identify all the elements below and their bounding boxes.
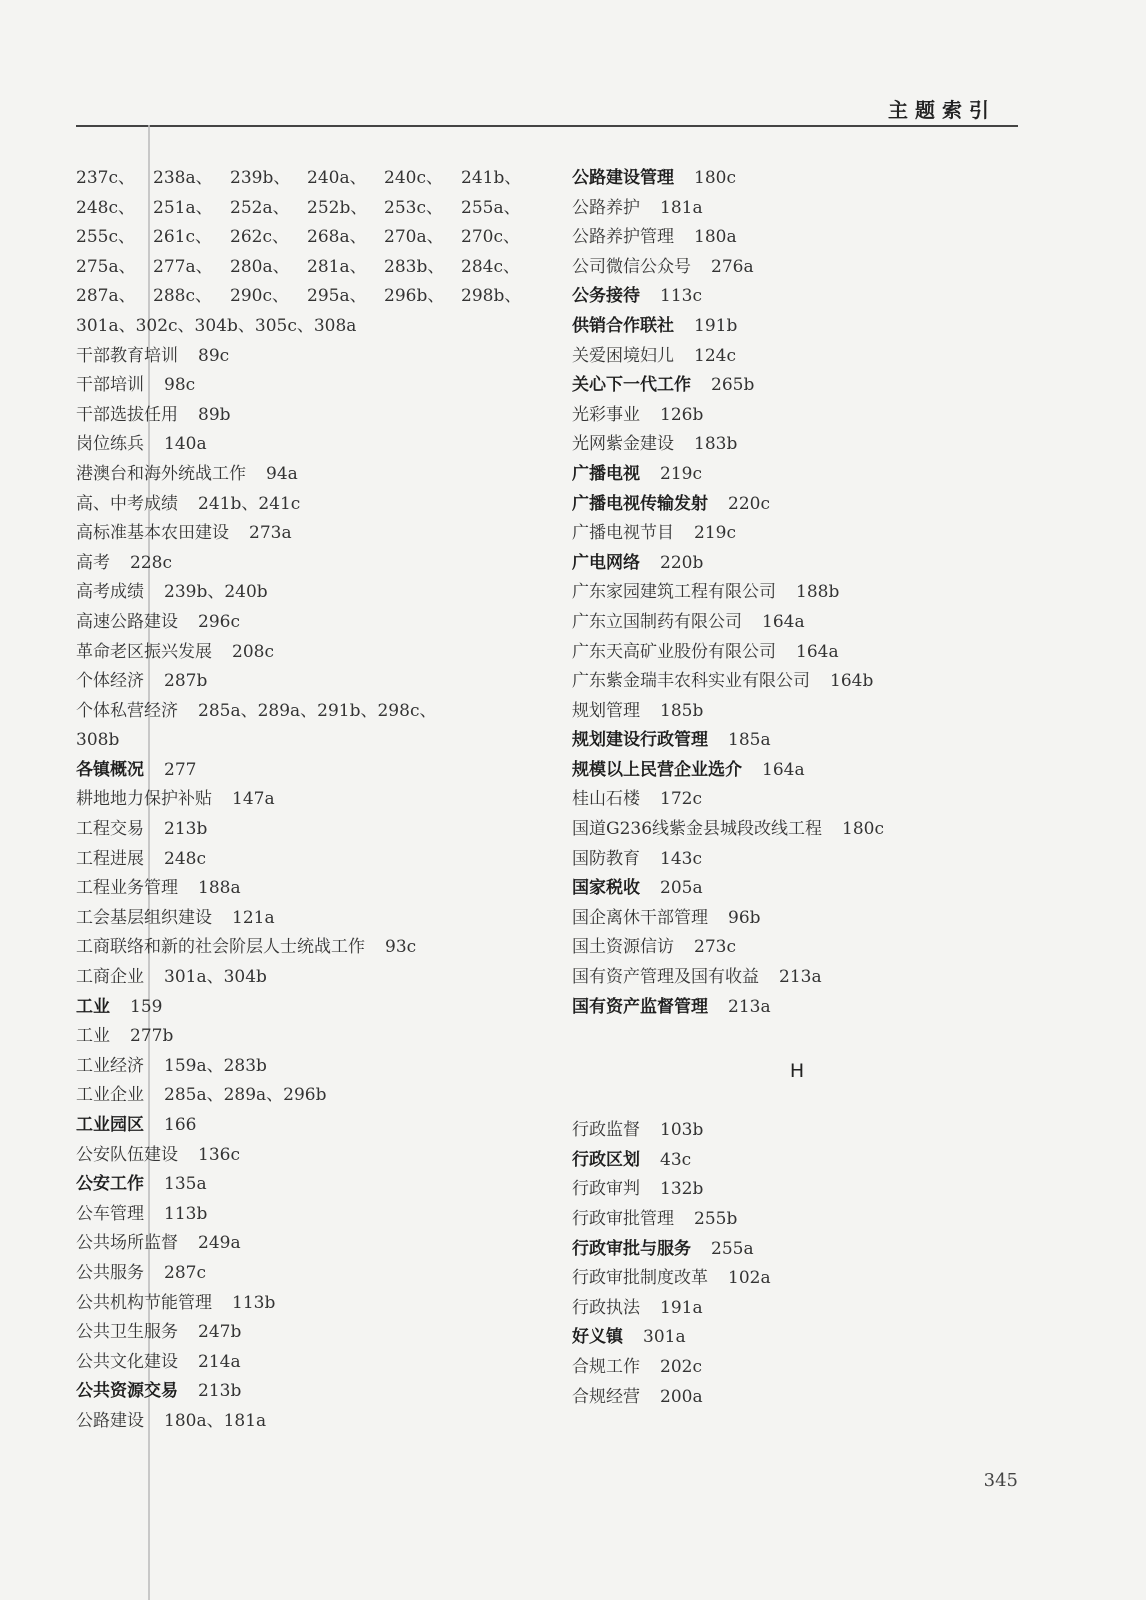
- index-term: 港澳台和海外统战工作: [76, 463, 246, 484]
- index-page-ref: 113b: [232, 1292, 276, 1313]
- index-page-ref: 220c: [728, 493, 770, 514]
- index-page-ref: 140a: [164, 434, 207, 455]
- index-entry: [572, 194, 1042, 224]
- index-term: 广东家园建筑工程有限公司: [572, 582, 776, 603]
- continued-page-ref: 240c、: [384, 168, 443, 188]
- index-term: 高标准基本农田建设: [76, 523, 229, 544]
- index-page-ref: 219c: [694, 523, 736, 544]
- index-page-ref: 143c: [660, 848, 702, 869]
- index-page-ref: 180c: [694, 168, 736, 188]
- index-page-ref: 164a: [762, 611, 805, 632]
- index-page-ref: 166: [164, 1115, 197, 1135]
- index-term: 广东天高矿业股份有限公司: [572, 641, 776, 662]
- continued-page-ref: 252b、: [307, 197, 368, 218]
- index-page-ref: 113b: [164, 1203, 208, 1224]
- continued-page-ref: 237c、: [76, 168, 135, 188]
- index-term: 规模以上民营企业选介: [572, 759, 742, 780]
- index-term: 桂山石楼: [572, 789, 640, 810]
- index-term: 行政监督: [572, 1120, 640, 1141]
- index-term: 公路建设: [76, 1410, 144, 1431]
- index-entry: [76, 1081, 546, 1111]
- continued-page-ref: 277a、: [153, 256, 213, 277]
- index-page-ref: 301a: [643, 1327, 686, 1348]
- index-term: 公共资源交易: [76, 1381, 178, 1402]
- index-term: 公安工作: [76, 1174, 144, 1195]
- index-entry: [76, 1022, 546, 1052]
- index-entry: [76, 1052, 546, 1082]
- index-term: 行政执法: [572, 1297, 640, 1318]
- index-term: 工商企业: [76, 967, 144, 988]
- index-entry: [572, 401, 1042, 431]
- index-term: 广东紫金瑞丰农科实业有限公司: [572, 671, 810, 692]
- index-term: 干部教育培训: [76, 345, 178, 366]
- index-entry: [572, 667, 1042, 697]
- right-entry-list: [572, 164, 1042, 1022]
- index-entry: [572, 549, 1042, 579]
- index-term: 个体私营经济: [76, 700, 178, 721]
- index-term: 合规工作: [572, 1356, 640, 1377]
- index-entry: [76, 1407, 546, 1437]
- continued-page-ref: 270a、: [384, 227, 444, 248]
- index-term: 公车管理: [76, 1203, 144, 1224]
- index-entry: [76, 697, 546, 727]
- index-page-ref: 180c: [842, 819, 884, 840]
- index-entry: [76, 1348, 546, 1378]
- index-entry: [76, 1200, 546, 1230]
- continued-page-ref: 283b、: [384, 256, 445, 277]
- index-term: 公共卫生服务: [76, 1322, 178, 1343]
- index-entry: [572, 223, 1042, 253]
- index-entry: [76, 845, 546, 875]
- continued-page-ref: 268a、: [307, 227, 367, 248]
- index-entry: [76, 1111, 546, 1141]
- continued-page-ref: 252a、: [230, 197, 290, 218]
- index-entry: [572, 993, 1042, 1023]
- index-term: 广播电视传输发射: [572, 493, 708, 514]
- index-entry: [572, 726, 1042, 756]
- index-page-ref: 96b: [728, 907, 761, 928]
- index-page-ref: 213a: [779, 967, 822, 988]
- continued-page-ref: 288c、: [153, 286, 212, 307]
- continued-page-ref: 251a、: [153, 197, 213, 218]
- index-entry: [76, 756, 546, 786]
- index-entry: [76, 963, 546, 993]
- index-term: 关爱困境妇儿: [572, 345, 674, 366]
- index-page-ref: 185a: [728, 730, 771, 751]
- index-term: 国家税收: [572, 878, 640, 899]
- index-term: 工业: [76, 996, 110, 1017]
- index-entry: [76, 1141, 546, 1171]
- index-entry: [572, 933, 1042, 963]
- continued-page-ref: 248c、: [76, 197, 135, 218]
- index-entry: [572, 164, 1042, 194]
- index-page-ref: 239b、240b: [164, 582, 268, 603]
- index-term: 公安队伍建设: [76, 1144, 178, 1165]
- continued-page-ref: 287a、: [76, 286, 136, 307]
- continued-page-ref: 280a、: [230, 256, 290, 277]
- index-term: 公司微信公众号: [572, 256, 691, 277]
- index-page-ref: 102a: [728, 1268, 771, 1289]
- index-entry: [572, 1383, 1042, 1413]
- index-entry: [572, 1235, 1042, 1265]
- running-header-title: 主题索引: [888, 98, 996, 122]
- index-page-ref: 164b: [830, 671, 874, 692]
- index-page-ref: 277b: [130, 1026, 174, 1047]
- index-term: 干部培训: [76, 375, 144, 396]
- index-page-ref: 213a: [728, 996, 771, 1017]
- index-entry: [572, 1175, 1042, 1205]
- index-term: 广电网络: [572, 552, 640, 573]
- index-page-ref: 185b: [660, 700, 704, 721]
- index-page-ref: 255a: [711, 1238, 754, 1259]
- index-page-ref: 248c: [164, 848, 206, 869]
- index-page-ref: 164a: [762, 759, 805, 780]
- left-entry-list: [76, 342, 546, 1437]
- index-page-ref: 188a: [198, 878, 241, 899]
- index-term: 工业企业: [76, 1085, 144, 1106]
- index-term: 光彩事业: [572, 404, 640, 425]
- index-term: 公共文化建设: [76, 1351, 178, 1372]
- index-entry: [76, 1377, 546, 1407]
- header-rule: [76, 125, 1018, 127]
- index-entry: [572, 253, 1042, 283]
- index-page-ref: 287b: [164, 671, 208, 692]
- index-page-ref: 241b、241c: [198, 493, 301, 514]
- index-entry: [572, 1205, 1042, 1235]
- index-page-ref: 98c: [164, 375, 196, 396]
- index-entry: [572, 756, 1042, 786]
- index-term: 关心下一代工作: [572, 375, 691, 396]
- index-term: 行政区划: [572, 1149, 640, 1170]
- index-entry: [76, 904, 546, 934]
- index-entry: [572, 1294, 1042, 1324]
- index-page-ref: 183b: [694, 434, 738, 455]
- right-entry-list-h: [572, 1116, 1042, 1412]
- index-term: 工业园区: [76, 1115, 144, 1135]
- index-page-ref: 132b: [660, 1179, 704, 1200]
- index-entry: [572, 282, 1042, 312]
- index-term: 公务接待: [572, 286, 640, 307]
- index-page-ref: 208c: [232, 641, 274, 662]
- continued-page-ref: 253c、: [384, 197, 443, 218]
- page-number: 345: [983, 1470, 1018, 1491]
- index-page-ref: 301a、304b: [164, 967, 267, 988]
- index-entry: [572, 638, 1042, 668]
- index-entry: [572, 963, 1042, 993]
- index-entry: [572, 578, 1042, 608]
- index-term: 公共服务: [76, 1262, 144, 1283]
- index-term: 供销合作联社: [572, 315, 674, 336]
- index-page-ref: 277: [164, 759, 197, 780]
- index-page-ref: 188b: [796, 582, 840, 603]
- index-term: 合规经营: [572, 1386, 640, 1407]
- index-entry: [76, 815, 546, 845]
- index-page-ref: 247b: [198, 1322, 242, 1343]
- index-page-ref: 285a、289a、296b: [164, 1085, 327, 1106]
- continued-page-ref: 275a、: [76, 256, 136, 277]
- index-term: 公路养护管理: [572, 227, 674, 248]
- index-entry: [76, 519, 546, 549]
- index-term: 耕地地力保护补贴: [76, 789, 212, 810]
- index-entry: [572, 815, 1042, 845]
- index-page-ref: 103b: [660, 1120, 704, 1141]
- continued-page-ref: 296b、: [384, 286, 445, 307]
- left-index-column: [76, 164, 546, 1437]
- index-page-ref: 191a: [660, 1297, 703, 1318]
- index-term: 广播电视节目: [572, 523, 674, 544]
- index-entry: [572, 1116, 1042, 1146]
- index-page-ref: 255b: [694, 1209, 738, 1229]
- index-entry: [76, 1229, 546, 1259]
- index-page-ref: 285a、289a、291b、298c、: [198, 700, 437, 721]
- index-term: 国有资产监督管理: [572, 996, 708, 1017]
- index-entry: [572, 904, 1042, 934]
- index-term: 个体经济: [76, 671, 144, 692]
- continued-page-ref: 240a、: [307, 168, 367, 188]
- index-term: 公共机构节能管理: [76, 1292, 212, 1313]
- index-entry: [76, 1318, 546, 1348]
- index-page-ref: 202c: [660, 1356, 702, 1377]
- index-term: 革命老区振兴发展: [76, 641, 212, 662]
- continued-page-ref: 261c、: [153, 227, 212, 248]
- index-entry: [76, 933, 546, 963]
- index-page-ref: 220b: [660, 552, 704, 573]
- index-term: 行政审批制度改革: [572, 1268, 708, 1289]
- index-term: 高速公路建设: [76, 611, 178, 632]
- continued-page-ref: 270c、: [461, 227, 520, 248]
- index-entry: [572, 342, 1042, 372]
- index-entry: [572, 785, 1042, 815]
- index-entry: [572, 371, 1042, 401]
- index-term: 国道G236线紫金县城段改线工程: [572, 819, 823, 840]
- index-entry: [76, 874, 546, 904]
- index-page-ref: 94a: [266, 463, 298, 484]
- continued-page-ref: 298b、: [461, 286, 522, 307]
- index-entry: [76, 993, 546, 1023]
- index-entry: [76, 430, 546, 460]
- index-term: 规划建设行政管理: [572, 730, 708, 751]
- index-term: 工商联络和新的社会阶层人士统战工作: [76, 937, 365, 958]
- index-entry: [572, 430, 1042, 460]
- continued-page-ref: 238a、: [153, 168, 213, 188]
- index-entry: [76, 460, 546, 490]
- index-term: 工程交易: [76, 819, 144, 840]
- index-page-ref: 159: [130, 996, 163, 1017]
- index-term: 好义镇: [572, 1327, 623, 1348]
- index-term: 规划管理: [572, 700, 640, 721]
- index-page-ref: 180a、181a: [164, 1410, 267, 1431]
- index-term: 高考: [76, 552, 110, 573]
- index-entry: [76, 578, 546, 608]
- index-page-ref: 43c: [660, 1149, 692, 1170]
- index-page-ref: 147a: [232, 789, 275, 810]
- index-page-ref: 296c: [198, 611, 240, 632]
- continued-page-ref: 262c、: [230, 227, 289, 248]
- index-entry: [76, 726, 546, 756]
- index-page-ref: 113c: [660, 286, 702, 307]
- index-term: 行政审批管理: [572, 1209, 674, 1229]
- index-page-ref: 287c: [164, 1262, 206, 1283]
- index-term: 行政审判: [572, 1179, 640, 1200]
- index-entry: [572, 490, 1042, 520]
- index-page-ref: 200a: [660, 1386, 703, 1407]
- index-entry: [76, 401, 546, 431]
- index-term: 光网紫金建设: [572, 434, 674, 455]
- continued-page-refs: [76, 164, 546, 312]
- index-term: 国防教育: [572, 848, 640, 869]
- index-page-ref: 213b: [164, 819, 208, 840]
- index-entry: [76, 785, 546, 815]
- continued-page-ref: 241b、: [461, 168, 522, 188]
- continued-page-ref: 239b、: [230, 168, 291, 188]
- index-entry: [76, 667, 546, 697]
- index-page-ref: 213b: [198, 1381, 242, 1402]
- index-term: 各镇概况: [76, 759, 144, 780]
- index-entry: [76, 371, 546, 401]
- index-entry: [76, 638, 546, 668]
- index-term: 工程业务管理: [76, 878, 178, 899]
- index-term: 国企离休干部管理: [572, 907, 708, 928]
- index-entry: [572, 608, 1042, 638]
- index-page-ref: 205a: [660, 878, 703, 899]
- continued-page-ref: 281a、: [307, 256, 367, 277]
- index-entry: [572, 519, 1042, 549]
- continued-page-ref: 284c、: [461, 256, 520, 277]
- index-page-ref: 191b: [694, 315, 738, 336]
- index-entry: [572, 460, 1042, 490]
- index-page-ref: 126b: [660, 404, 704, 425]
- index-entry: [572, 1353, 1042, 1383]
- index-term: 广东立国制药有限公司: [572, 611, 742, 632]
- index-entry: [572, 312, 1042, 342]
- continued-page-ref: 295a、: [307, 286, 367, 307]
- index-page-ref: 136c: [198, 1144, 240, 1165]
- index-page-ref: 273a: [249, 523, 292, 544]
- index-term: 工会基层组织建设: [76, 907, 212, 928]
- index-term: 高、中考成绩: [76, 493, 178, 514]
- index-term: 308b: [76, 730, 120, 751]
- index-entry: [76, 1259, 546, 1289]
- index-entry: [572, 1146, 1042, 1176]
- index-term: 公路建设管理: [572, 168, 674, 188]
- index-term: 行政审批与服务: [572, 1238, 691, 1259]
- index-page-ref: 164a: [796, 641, 839, 662]
- right-index-column: [572, 164, 1042, 1412]
- continued-page-ref: 290c、: [230, 286, 289, 307]
- index-page-ref: 180a: [694, 227, 737, 248]
- index-entry: [572, 845, 1042, 875]
- index-entry: [572, 874, 1042, 904]
- index-entry: [76, 608, 546, 638]
- index-page-ref: 181a: [660, 197, 703, 218]
- index-term: 工程进展: [76, 848, 144, 869]
- index-page-ref: 265b: [711, 375, 755, 396]
- index-term: 岗位练兵: [76, 434, 144, 455]
- index-entry: [76, 1289, 546, 1319]
- index-page-ref: 121a: [232, 907, 275, 928]
- index-page-ref: 214a: [198, 1351, 241, 1372]
- index-entry: [76, 1170, 546, 1200]
- index-page-ref: 89b: [198, 404, 231, 425]
- index-page-ref: 124c: [694, 345, 736, 366]
- continued-page-ref: 255c、: [76, 227, 135, 248]
- index-term: 公路养护: [572, 197, 640, 218]
- continued-page-refs-last: 301a、302c、304b、305c、308a: [76, 315, 357, 336]
- index-entry: [572, 1264, 1042, 1294]
- continued-page-ref: 255a、: [461, 197, 521, 218]
- index-entry: [76, 549, 546, 579]
- index-page-ref: 172c: [660, 789, 702, 810]
- index-term: 高考成绩: [76, 582, 144, 603]
- index-term: 国土资源信访: [572, 937, 674, 958]
- index-page-ref: 93c: [385, 937, 417, 958]
- index-page-ref: 249a: [198, 1233, 241, 1254]
- index-page-ref: 89c: [198, 345, 230, 366]
- index-entry: [572, 697, 1042, 727]
- index-term: 国有资产管理及国有收益: [572, 967, 759, 988]
- index-entry: [76, 490, 546, 520]
- index-page-ref: 276a: [711, 256, 754, 277]
- section-letter-heading: H: [789, 1060, 805, 1083]
- index-term: 工业: [76, 1026, 110, 1047]
- index-page-ref: 135a: [164, 1174, 207, 1195]
- index-page-ref: 159a、283b: [164, 1055, 267, 1076]
- index-term: 干部选拔任用: [76, 404, 178, 425]
- index-term: 工业经济: [76, 1055, 144, 1076]
- index-entry: [76, 342, 546, 372]
- index-page-ref: 273c: [694, 937, 736, 958]
- index-page-ref: 228c: [130, 552, 172, 573]
- index-entry: [572, 1323, 1042, 1353]
- index-term: 公共场所监督: [76, 1233, 178, 1254]
- index-term: 广播电视: [572, 463, 640, 484]
- index-page-ref: 219c: [660, 463, 702, 484]
